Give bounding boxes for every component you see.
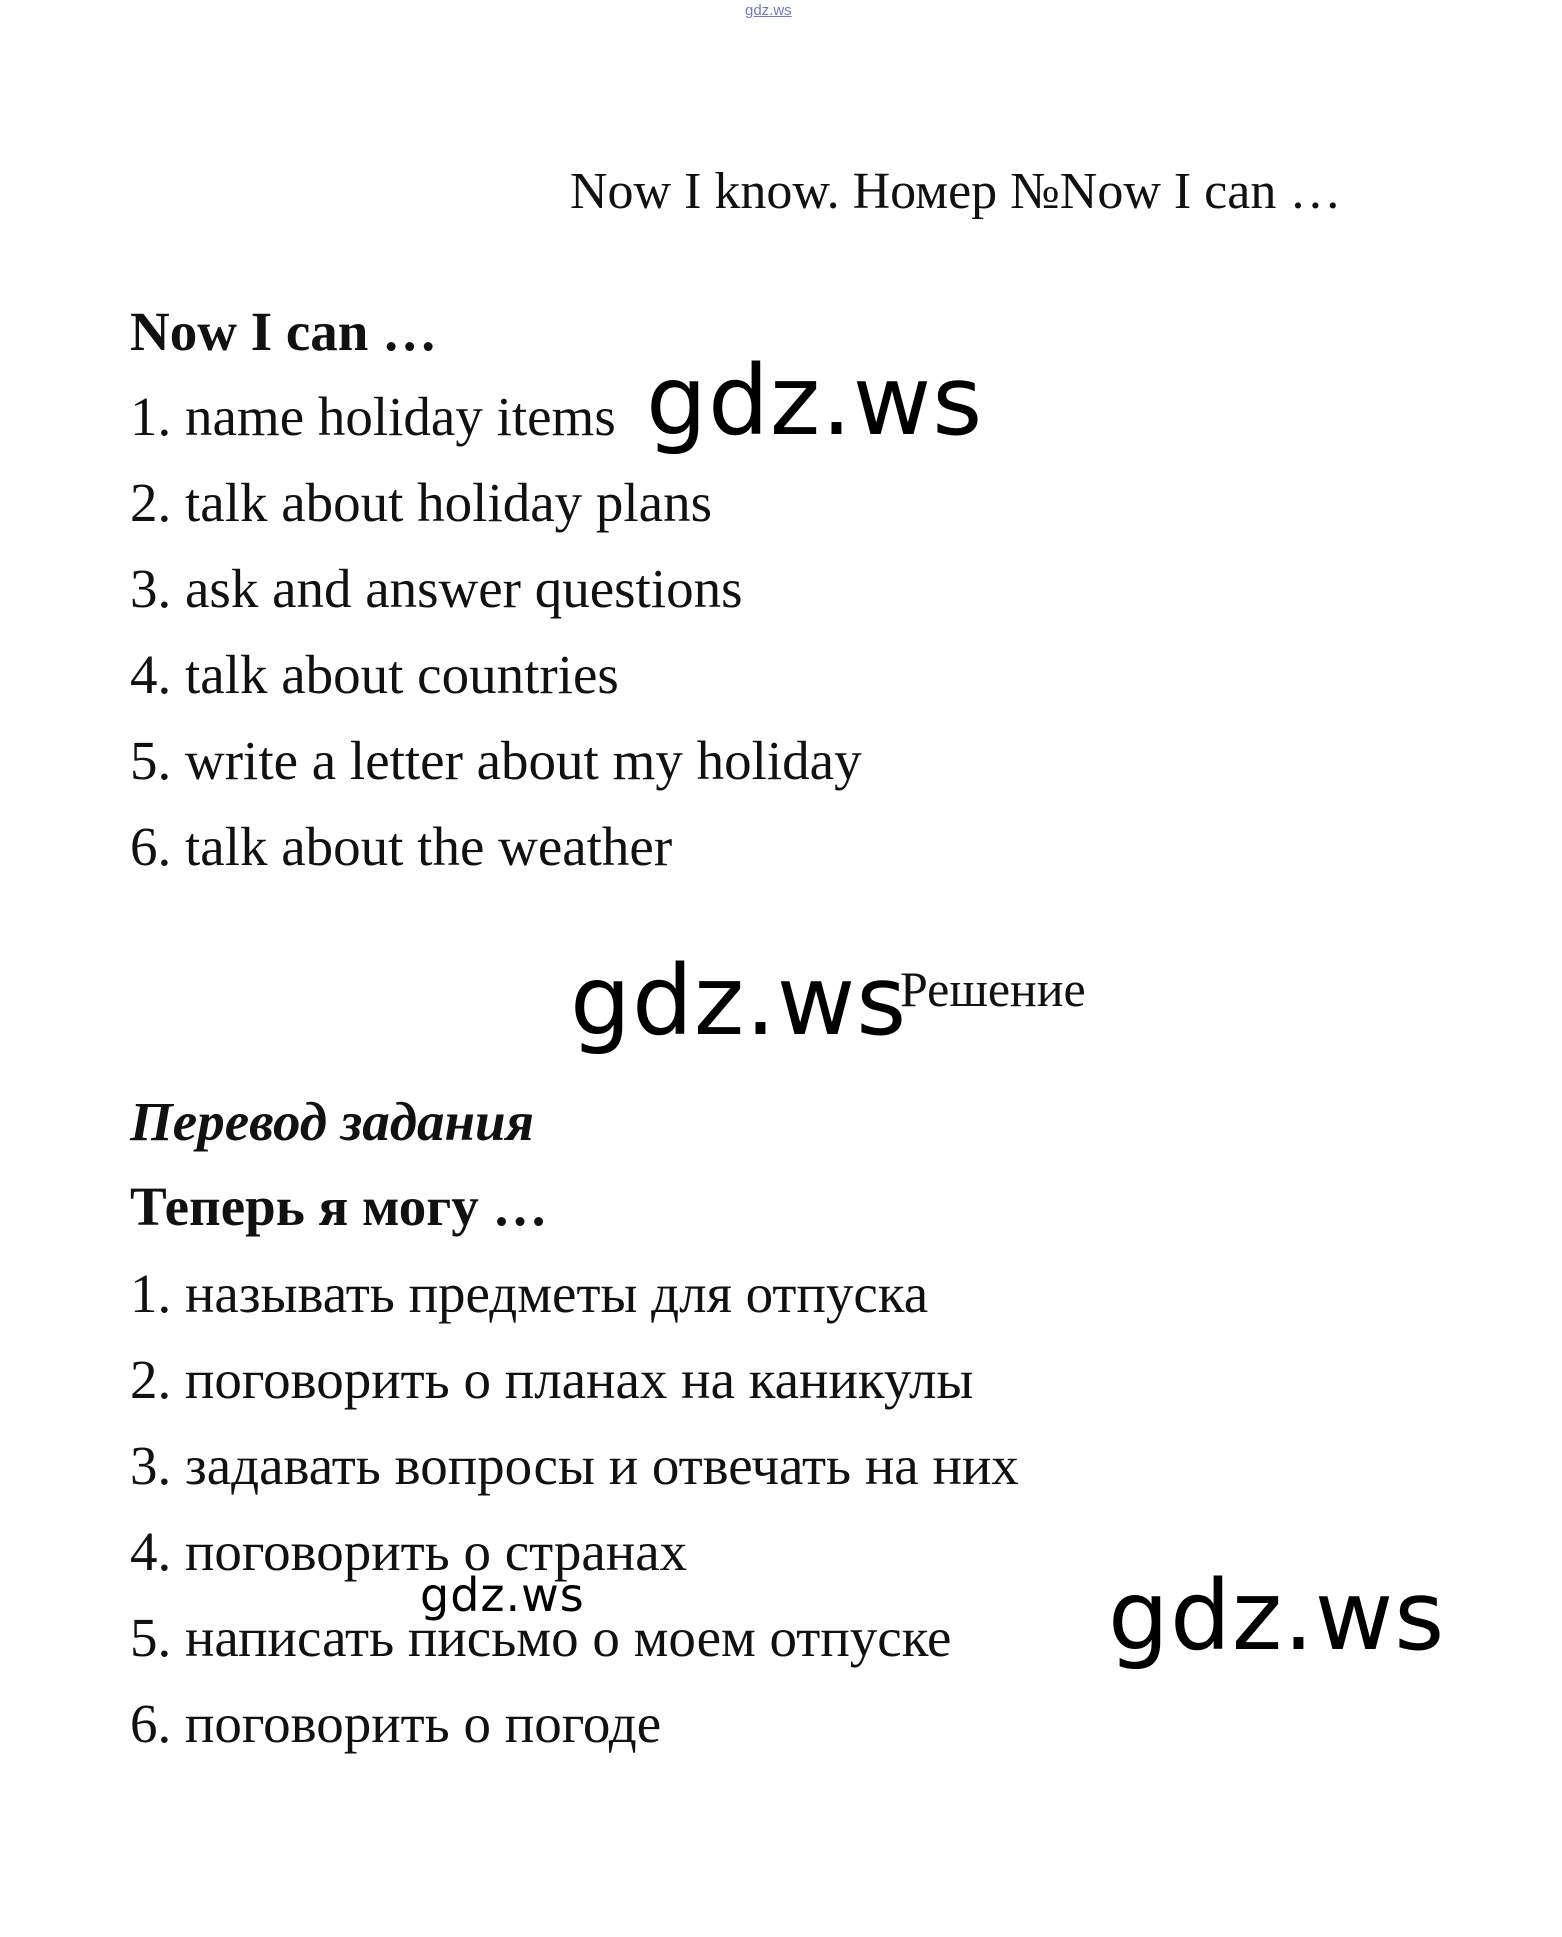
list-item: 3. ask and answer questions — [130, 558, 743, 619]
watermark-logo: gdz.ws — [646, 345, 984, 457]
list-item: 4. talk about countries — [130, 644, 619, 705]
list-item: 1. называть предметы для отпуска — [130, 1263, 929, 1324]
list-item: 6. talk about the weather — [130, 816, 673, 877]
list-item: 5. write a letter about my holiday — [130, 730, 862, 791]
list-item: 1. name holiday items — [130, 386, 616, 447]
watermark-logo: gdz.ws — [570, 945, 908, 1057]
list-item: 6. поговорить о погоде — [130, 1693, 662, 1754]
list-item: 5. написать письмо о моем отпуске — [130, 1607, 952, 1668]
list-item: 2. поговорить о планах на каникулы — [130, 1349, 974, 1410]
page-title: Now I know. Номер №Now I can … — [570, 163, 1342, 220]
list-item: 4. поговорить о странах — [130, 1521, 688, 1582]
english-heading: Now I can … — [130, 301, 438, 362]
solution-label: Решение — [900, 961, 1086, 1017]
top-watermark-link[interactable]: gdz.ws — [745, 2, 792, 19]
list-item: 3. задавать вопросы и отвечать на них — [130, 1435, 1019, 1496]
translation-title: Перевод задания — [130, 1091, 534, 1152]
watermark-logo: gdz.ws — [1108, 1560, 1446, 1672]
watermark-logo: gdz.ws — [420, 1568, 585, 1622]
list-item: 2. talk about holiday plans — [130, 472, 712, 533]
translation-heading: Теперь я могу … — [130, 1176, 548, 1237]
